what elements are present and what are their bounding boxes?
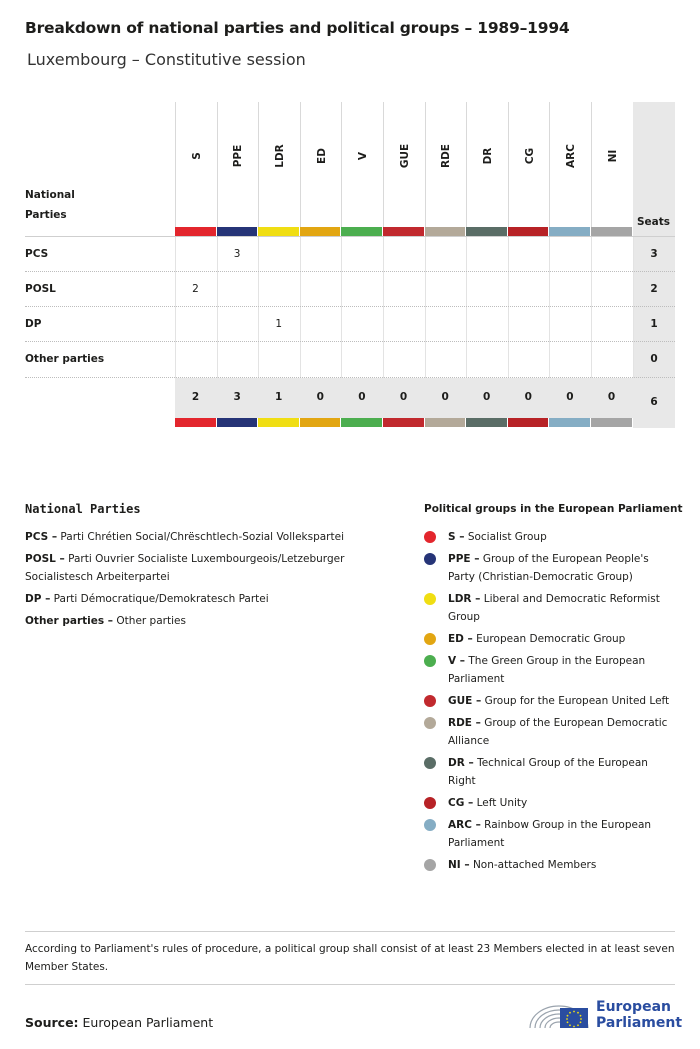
group-color-dot-icon xyxy=(424,531,436,543)
row-header-line1: National xyxy=(25,189,75,201)
column-label: RDE xyxy=(440,144,453,168)
source-label: Source: xyxy=(25,1015,79,1030)
group-legend-item xyxy=(424,630,676,648)
column-divider xyxy=(591,237,592,378)
group-color-bar xyxy=(383,227,424,236)
group-color-bar-bottom xyxy=(549,418,590,427)
total-cell: 0 xyxy=(316,391,324,403)
total-cell: 3 xyxy=(233,391,241,403)
group-abbr: PPE – xyxy=(448,553,480,565)
party-name: Parti Démocratique/Demokratesch Partei xyxy=(53,593,269,605)
column-header xyxy=(591,102,634,227)
group-abbr: S – xyxy=(448,531,465,543)
total-cell: 0 xyxy=(524,391,532,403)
column-label: LDR xyxy=(273,144,286,168)
party-legend-item xyxy=(25,528,375,546)
column-divider xyxy=(341,237,342,378)
column-divider xyxy=(508,237,509,378)
table-row-label: POSL xyxy=(25,283,56,295)
group-abbr: RDE – xyxy=(448,717,481,729)
group-name: Socialist Group xyxy=(467,531,547,543)
group-color-bar-bottom xyxy=(383,418,424,427)
group-color-bar xyxy=(549,227,590,236)
group-color-dot-icon xyxy=(424,757,436,769)
divider xyxy=(25,984,675,985)
column-label: ED xyxy=(315,148,328,164)
group-abbr: V – xyxy=(448,655,466,667)
total-cell: 0 xyxy=(358,391,366,403)
column-header xyxy=(508,102,551,227)
groups-legend-title: Political groups in the European Parliament xyxy=(424,503,683,515)
column-header xyxy=(217,102,260,227)
party-abbr: DP – xyxy=(25,593,51,605)
row-divider xyxy=(25,236,675,237)
group-color-bar-bottom xyxy=(425,418,466,427)
group-abbr: DR – xyxy=(448,757,474,769)
group-name: Group for the European United Left xyxy=(484,695,670,707)
group-abbr: NI – xyxy=(448,859,470,871)
group-legend-item xyxy=(424,794,676,812)
party-legend-item xyxy=(25,550,375,586)
column-label: PPE xyxy=(232,144,245,168)
group-color-bar xyxy=(175,227,216,236)
group-name: The Green Group in the European Parliament xyxy=(448,655,646,685)
page-subtitle: Luxembourg – Constitutive session xyxy=(27,50,306,69)
seats-label: Seats xyxy=(637,216,671,228)
party-legend-item xyxy=(25,590,375,608)
group-color-bar-bottom xyxy=(217,418,258,427)
group-name: European Democratic Group xyxy=(476,633,626,645)
group-abbr: ED – xyxy=(448,633,473,645)
seats-cell: 1 xyxy=(650,318,658,330)
table-cell: 1 xyxy=(275,318,283,330)
logo-line1: European xyxy=(596,999,671,1015)
groups-legend xyxy=(424,528,676,878)
group-color-bar xyxy=(217,227,258,236)
row-divider xyxy=(25,271,675,272)
group-color-bar-bottom xyxy=(508,418,549,427)
group-color-dot-icon xyxy=(424,655,436,667)
group-legend-item xyxy=(424,652,676,688)
group-color-bar xyxy=(508,227,549,236)
logo-text xyxy=(596,999,682,1031)
group-color-dot-icon xyxy=(424,859,436,871)
table-row-label: PCS xyxy=(25,248,49,260)
source xyxy=(25,1015,213,1030)
column-header xyxy=(300,102,343,227)
parties-legend-title: National Parties xyxy=(25,502,141,516)
column-divider xyxy=(549,237,550,378)
group-legend-item xyxy=(424,856,676,874)
column-label: GUE xyxy=(398,143,411,169)
total-cell: 0 xyxy=(607,391,616,403)
group-legend-item xyxy=(424,754,676,790)
group-color-dot-icon xyxy=(424,593,436,605)
group-color-bar xyxy=(300,227,341,236)
group-name: Group of the European Democratic Alliance xyxy=(448,717,668,747)
group-name: Non-attached Members xyxy=(472,859,597,871)
group-color-bar xyxy=(466,227,507,236)
page-title: Breakdown of national parties and political groups – 1989–1994 xyxy=(25,19,570,37)
logo-line2: Parliament xyxy=(596,1015,683,1031)
group-legend-item xyxy=(424,528,676,546)
row-header xyxy=(25,185,75,225)
party-name: Other parties xyxy=(116,615,186,627)
group-legend-item xyxy=(424,816,676,852)
group-color-bar-bottom xyxy=(175,418,216,427)
table-row-label: DP xyxy=(25,318,42,330)
party-abbr: Other parties – xyxy=(25,615,114,627)
total-cell: 0 xyxy=(483,391,491,403)
group-name: Left Unity xyxy=(476,797,528,809)
group-color-dot-icon xyxy=(424,695,436,707)
row-divider xyxy=(25,341,675,342)
group-color-bar xyxy=(591,227,632,236)
column-header xyxy=(258,102,301,227)
source-text: European Parliament xyxy=(82,1015,214,1030)
group-legend-item xyxy=(424,714,676,750)
column-label: NI xyxy=(606,149,619,163)
seats-cell: 2 xyxy=(650,283,658,295)
group-name: Liberal and Democratic Reformist Group xyxy=(448,593,660,623)
table-cell: 3 xyxy=(233,248,241,260)
parties-legend xyxy=(25,528,375,634)
column-header xyxy=(466,102,509,227)
column-header xyxy=(549,102,592,227)
group-color-dot-icon xyxy=(424,819,436,831)
party-abbr: POSL – xyxy=(25,553,65,565)
column-divider xyxy=(258,237,259,378)
column-label: ARC xyxy=(565,144,578,168)
total-cell: 0 xyxy=(566,391,574,403)
party-legend-item xyxy=(25,612,375,630)
party-name: Parti Chrétien Social/Chrëschtlech-Sozial Vollekspartei xyxy=(60,531,344,543)
row-divider xyxy=(25,306,675,307)
group-color-bar-bottom xyxy=(466,418,507,427)
column-label: CG xyxy=(523,147,536,165)
party-abbr: PCS – xyxy=(25,531,58,543)
group-color-bar-bottom xyxy=(591,418,632,427)
group-color-bar xyxy=(258,227,299,236)
table-cell: 2 xyxy=(192,283,199,295)
column-header xyxy=(341,102,384,227)
column-header xyxy=(383,102,426,227)
column-divider xyxy=(425,237,426,378)
total-cell: 1 xyxy=(275,391,283,403)
seats-header xyxy=(633,102,675,236)
total-seats-cell: 6 xyxy=(650,396,658,408)
group-color-dot-icon xyxy=(424,797,436,809)
group-name: Technical Group of the European Right xyxy=(448,757,648,787)
column-label: V xyxy=(357,151,370,161)
table-row-label: Other parties xyxy=(25,353,105,365)
total-cell: 0 xyxy=(399,391,408,403)
group-legend-item xyxy=(424,590,676,626)
group-name: Rainbow Group in the European Parliament xyxy=(448,819,652,849)
column-divider xyxy=(300,237,301,378)
column-divider xyxy=(175,237,176,378)
group-color-dot-icon xyxy=(424,717,436,729)
footnote: According to Parliament's rules of procedure, a political group shall consist of at least 23 Members elected in at least seven Member States. xyxy=(25,943,675,973)
column-header xyxy=(175,102,218,227)
group-name: Group of the European People's Party (Christian-Democratic Group) xyxy=(448,553,649,583)
total-cell: 0 xyxy=(441,391,449,403)
seats-cell: 0 xyxy=(650,353,658,365)
seats-cell: 3 xyxy=(650,248,658,260)
group-abbr: LDR – xyxy=(448,593,481,605)
divider xyxy=(25,931,675,932)
party-name: Parti Ouvrier Socialiste Luxembourgeois/Letzeburger Socialistesch Arbeiterpartei xyxy=(25,553,345,583)
column-label: S xyxy=(190,152,203,160)
group-color-bar xyxy=(425,227,466,236)
column-divider xyxy=(383,237,384,378)
group-legend-item xyxy=(424,692,676,710)
group-abbr: ARC – xyxy=(448,819,481,831)
group-color-dot-icon xyxy=(424,633,436,645)
group-legend-item xyxy=(424,550,676,586)
row-divider xyxy=(25,377,675,378)
row-header-line2: Parties xyxy=(25,209,67,221)
group-abbr: CG – xyxy=(448,797,474,809)
group-color-bar-bottom xyxy=(258,418,299,427)
total-cell: 2 xyxy=(191,391,200,403)
group-color-bar xyxy=(341,227,382,236)
column-divider xyxy=(466,237,467,378)
group-color-bar-bottom xyxy=(341,418,382,427)
group-color-bar-bottom xyxy=(300,418,341,427)
group-color-dot-icon xyxy=(424,553,436,565)
column-header xyxy=(425,102,468,227)
group-abbr: GUE – xyxy=(448,695,482,707)
column-label: DR xyxy=(481,147,494,165)
